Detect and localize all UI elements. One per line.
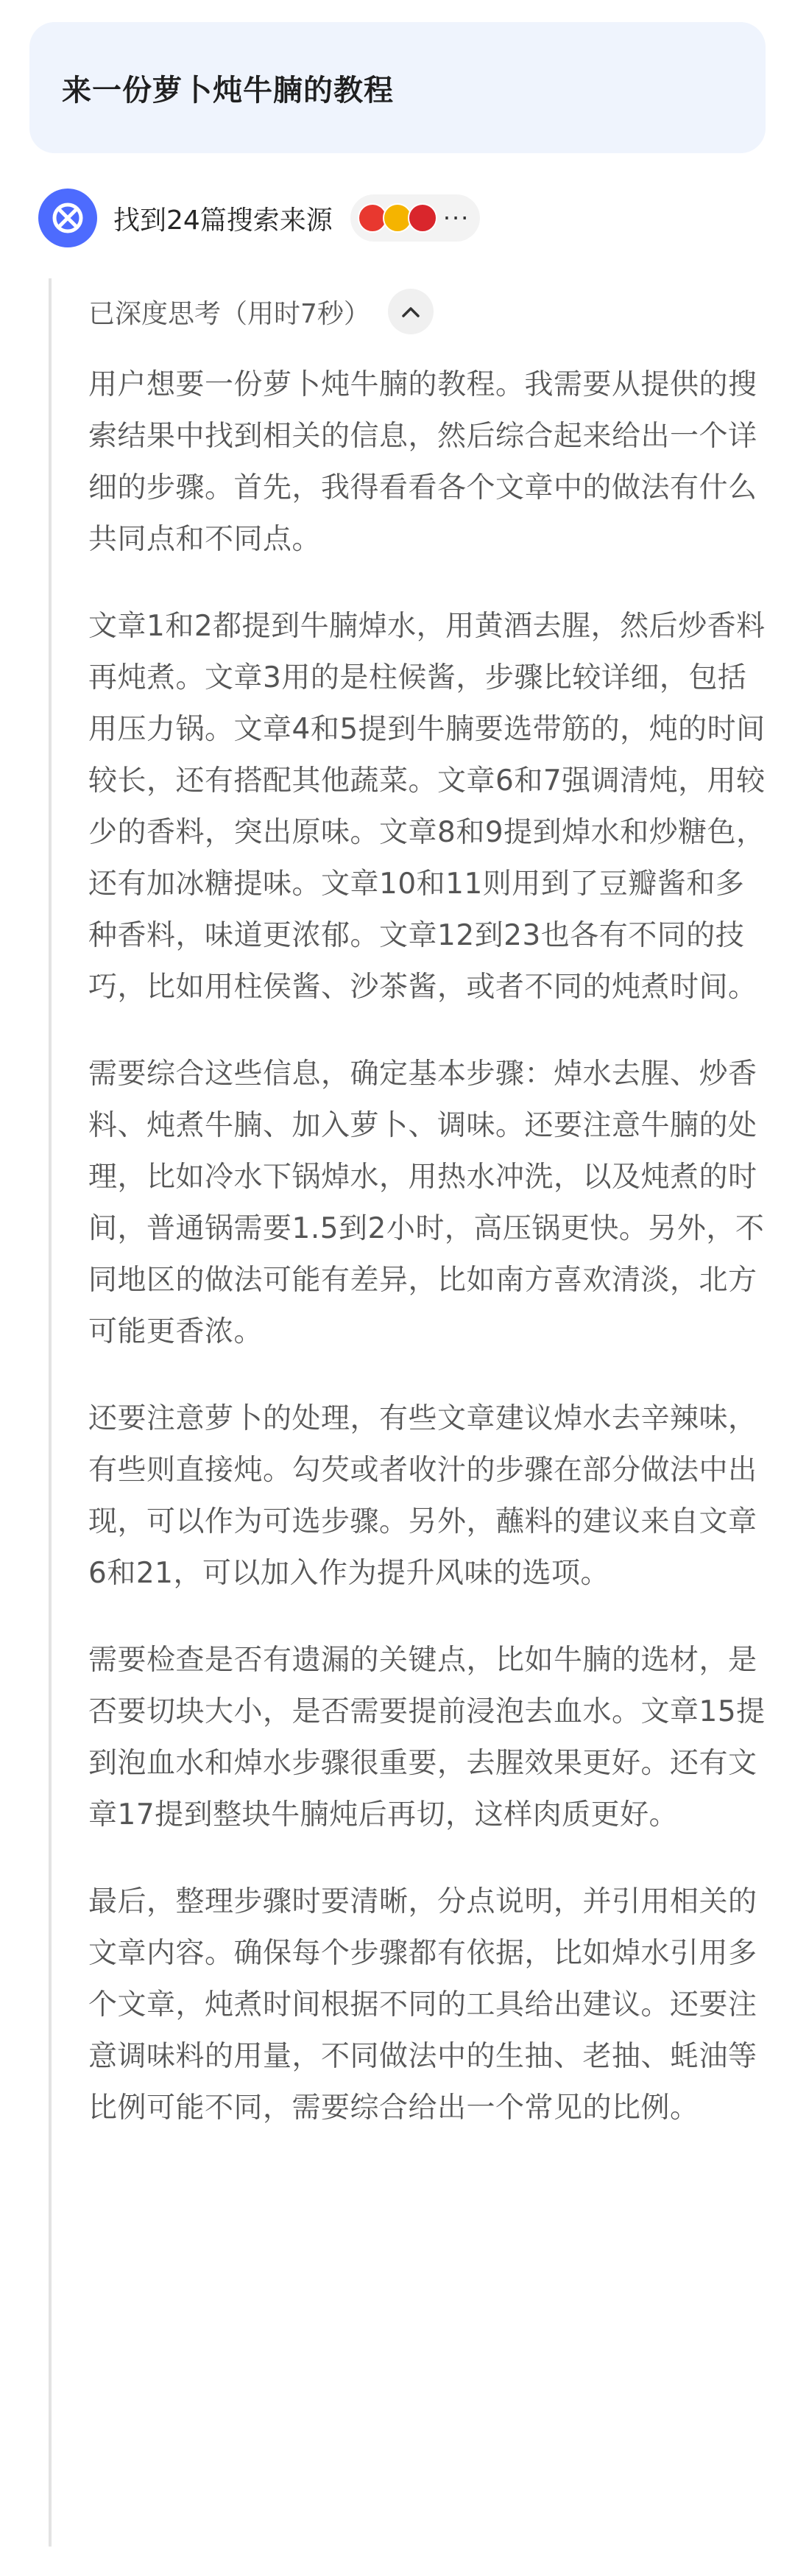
thinking-paragraph: 用户想要一份萝卜炖牛腩的教程。我需要从提供的搜索结果中找到相关的信息，然后综合起来给出一个详细的步骤。首先，我得看看各个文章中的做法有什么共同点和不同点。 (88, 368, 757, 556)
source-favicon-icon (408, 203, 437, 233)
thinking-paragraph: 需要综合这些信息，确定基本步骤：焯水去腥、炒香料、炖煮牛腩、加入萝卜、调味。还要注意牛腩的处理，比如冷水下锅焯水，用热水冲洗，以及炖煮的时间，普通锅需要1.5到2小时，高压锅更快。另外，不同地区的做法可能有差异，比如南方喜欢清淡，北方可能更香浓。 (88, 1058, 765, 1348)
user-query-bubble (29, 22, 766, 153)
thinking-header[interactable] (88, 286, 434, 337)
user-query-text: 来一份萝卜炖牛腩的教程 (62, 73, 394, 108)
thinking-title: 已深度思考（用时7秒） (88, 298, 370, 329)
collapse-thinking-button[interactable] (388, 289, 434, 334)
assistant-logo-icon (38, 189, 97, 247)
thinking-paragraph: 文章1和2都提到牛腩焯水，用黄酒去腥，然后炒香料再炖煮。文章3用的是柱候酱，步骤比较详细，包括用压力锅。文章4和5提到牛腩要选带筋的，炖的时间较长，还有搭配其他蔬菜。文章6和7强调清炖，用较少的香料，突出原味。文章8和9提到焯水和炒糖色，还有加冰糖提味。文章10和11则用到了豆瓣酱和多种香料，味道更浓郁。文章12到23也各有不同的技巧，比如用柱侯酱、沙茶酱，或者不同的炖煮时间。 (88, 610, 766, 1004)
more-sources-icon[interactable]: ··· (442, 204, 470, 232)
thinking-paragraph: 需要检查是否有遗漏的关键点，比如牛腩的选材，是否要切块大小，是否需要提前浸泡去血水。文章15提到泡血水和焯水步骤很重要，去腥效果更好。还有文章17提到整块牛腩炖后再切，这样肉质更好。 (88, 1644, 766, 1831)
search-sources-row[interactable] (38, 189, 480, 247)
thinking-paragraph: 还要注意萝卜的处理，有些文章建议焯水去辛辣味，有些则直接炖。勾芡或者收汁的步骤在部分做法中出现，可以作为可选步骤。另外，蘸料的建议来自文章6和21，可以加入作为提升风味的选项。 (88, 1402, 757, 1590)
search-sources-label[interactable]: 找到24篇搜索来源 (113, 205, 333, 236)
deep-thinking-panel (49, 278, 777, 2547)
chevron-up-icon (401, 305, 420, 318)
thinking-content (88, 359, 766, 2169)
thinking-paragraph: 最后，整理步骤时要清晰，分点说明，并引用相关的文章内容。确保每个步骤都有依据，比如焯水引用多个文章，炖煮时间根据不同的工具给出建议。还要注意调味料的用量，不同做法中的生抽、老抽、蚝油等比例可能不同，需要综合给出一个常见的比例。 (88, 1885, 757, 2125)
source-favicons[interactable] (350, 194, 481, 242)
